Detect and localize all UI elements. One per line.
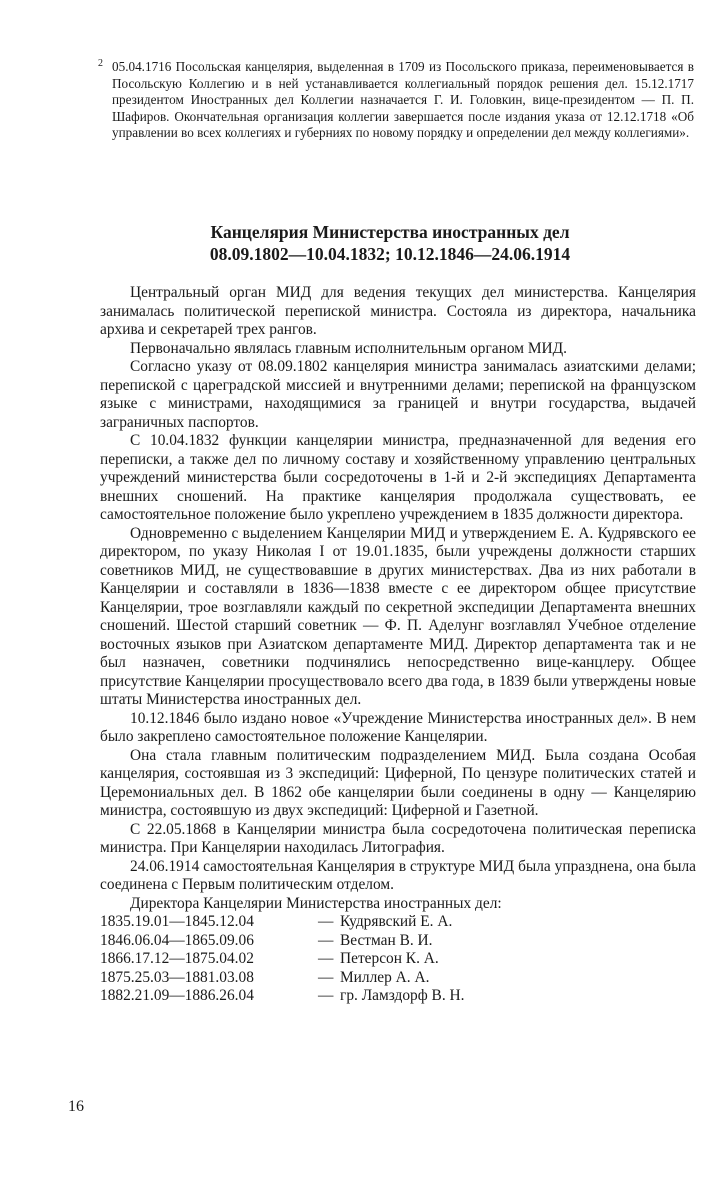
footnote	[98, 58, 694, 142]
list-item	[100, 913, 696, 932]
list-item	[100, 932, 696, 951]
paragraph: Она стала главным политическим подразделением МИД. Была создана Особая канцелярия, состоявшая из 3 экспедиций: Циферной, По цензуре политических статей и Церемониальных дел. В 1862 обе канцелярии были соединены в одну — Канцелярию министра, состоявшую из двух экспедиций: Циферной и Газетной.	[100, 746, 696, 819]
list-item	[100, 987, 696, 1006]
director-dates: 1846.06.04—1865.09.06	[100, 931, 254, 949]
director-dates: 1835.19.01—1845.12.04	[100, 913, 254, 930]
director-dash: —	[318, 931, 334, 949]
paragraph: С 10.04.1832 функции канцелярии министра, предназначенной для ведения его переписки, а также дел по личному составу и хозяйственному управлению центральных учреждений министерства были сосредоточены в 1-й и 2-й экспедициях Департамента внешних сношений. На практике канцелярия продолжала существовать, ее самостоятельное положение было укреплено учреждением в 1835 должности директора.	[100, 432, 696, 523]
director-dates: 1875.25.03—1881.03.08	[100, 968, 254, 986]
paragraph: 24.06.1914 самостоятельная Канцелярия в структуре МИД была упразднена, она была соединена с Первым политическим отделом.	[100, 857, 696, 893]
director-dash: —	[318, 913, 334, 930]
heading-dates: 08.09.1802—10.04.1832; 10.12.1846—24.06.1914	[209, 244, 571, 264]
director-dash: —	[318, 987, 334, 1004]
page-number: 16	[68, 1098, 84, 1115]
section-body	[100, 284, 696, 1006]
director-name: гр. Ламздорф В. Н.	[340, 987, 465, 1004]
paragraph: Центральный орган МИД для ведения текущих дел министерства. Канцелярия занималась политической перепиской министра. Состояла из директора, начальника архива и секретарей трех рангов.	[100, 284, 696, 338]
footnote-text: 05.04.1716 Посольская канцелярия, выделенная в 1709 из Посольского приказа, переименовывается в Посольскую Коллегию и в ней устанавливается коллегиальный порядок решения дел. 15.12.1717 президентом Иностранных дел Коллегии назначается Г. И. Головкин, вице-президентом — П. П. Шафиров. Окончательная организация коллегии завершается после издания указа от 12.12.1718 «Об управлении во всех коллегиях и губерниях по новому порядку и определении дел между коллегиями».	[112, 59, 694, 141]
director-dates: 1866.17.12—1875.04.02	[100, 950, 254, 967]
director-name: Вестман В. И.	[340, 931, 433, 949]
paragraph: Согласно указу от 08.09.1802 канцелярия министра занималась азиатскими делами; перепиской с цареградской миссией и внутренними делами; перепиской на французском языке с министрами, находящимися за границей и внутри государства, выдачей заграничных паспортов.	[100, 358, 696, 431]
director-name: Кудрявский Е. А.	[340, 913, 453, 930]
paragraph: Первоначально являлась главным исполнительным органом МИД.	[130, 339, 567, 357]
paragraph: Одновременно с выделением Канцелярии МИД и утверждением Е. А. Кудрявского ее директором, по указу Николая I от 19.01.1835, были учреждены должности старших советников МИД, не существовавшие в других министерствах. Два из них работали в Канцелярии и составляли в 1836—1838 вместе с ее директором общее присутствие Канцелярии, трое возглавляли каждый по секретной экспедиции Департамента внешних сношений. Шестой старший советник — Ф. П. Аделунг возглавлял Учебное отделение восточных языков при Азиатском департаменте МИД. Директор департамента так и не был назначен, советники подчинялись непосредственно вице-канцлеру. Общее присутствие Канцелярии просуществовало всего два года, в 1839 были утверждены новые штаты Министерства иностранных дел.	[100, 524, 696, 708]
director-name: Петерсон К. А.	[340, 950, 439, 967]
director-name: Миллер А. А.	[340, 968, 430, 986]
list-item	[100, 969, 696, 988]
director-dates: 1882.21.09—1886.26.04	[100, 987, 254, 1004]
footnote-mark: 2	[98, 58, 103, 69]
section-heading	[100, 221, 680, 265]
heading-title: Канцелярия Министерства иностранных дел	[210, 222, 570, 242]
paragraph: С 22.05.1868 в Канцелярии министра была сосредоточена политическая переписка министра. При Канцелярии находилась Литография.	[100, 820, 696, 856]
paragraph: 10.12.1846 было издано новое «Учреждение Министерства иностранных дел». В нем было закреплено самостоятельное положение Канцелярии.	[100, 709, 696, 745]
list-item	[100, 950, 696, 969]
directors-intro: Директора Канцелярии Министерства иностранных дел:	[130, 894, 502, 912]
directors-list	[100, 913, 696, 1006]
director-dash: —	[318, 950, 334, 967]
director-dash: —	[318, 968, 334, 986]
